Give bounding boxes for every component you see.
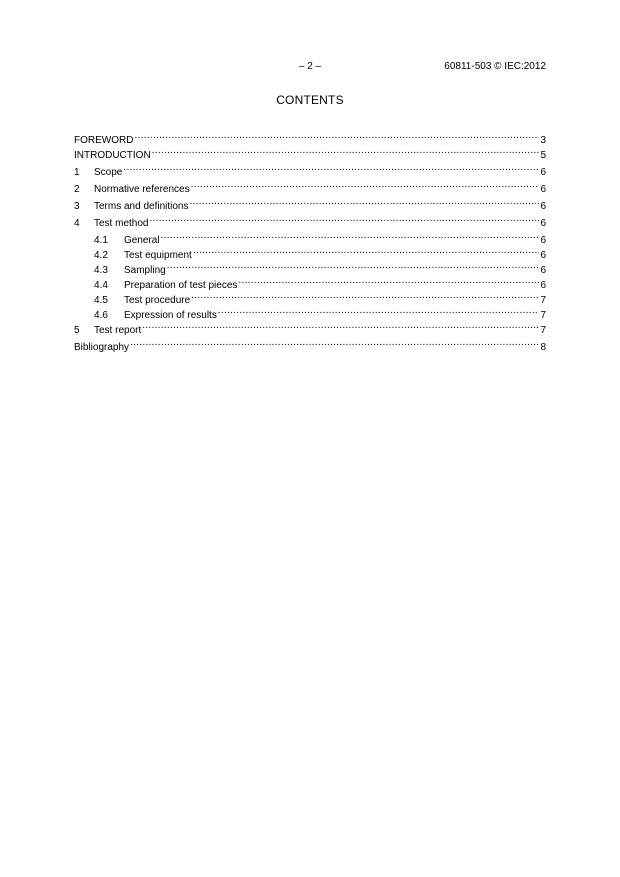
- toc-entry-page: 7: [540, 325, 546, 336]
- document-reference: 60811-503 © IEC:2012: [444, 61, 546, 72]
- toc-entry-number: 5: [74, 325, 80, 336]
- toc-leader-dots: [190, 194, 540, 209]
- toc-entry-scope[interactable]: [74, 160, 546, 177]
- toc-entry-page: 8: [540, 342, 546, 353]
- toc-entry-title: Test equipment: [124, 250, 192, 261]
- toc-entry-number: 4.2: [94, 250, 108, 261]
- toc-entry-number: 1: [74, 167, 80, 178]
- toc-leader-dots: [161, 228, 540, 243]
- toc-entry-title: Bibliography: [74, 342, 130, 353]
- toc-entry-page: 7: [540, 295, 546, 306]
- toc-entry-number: 4.6: [94, 310, 108, 321]
- toc-entry-bibliography[interactable]: [74, 335, 546, 353]
- toc-entry-title: Test procedure: [124, 295, 191, 306]
- toc-entry-number: 4.1: [94, 235, 108, 246]
- toc-entry-title: INTRODUCTION: [74, 150, 151, 161]
- toc-entry-test-report[interactable]: [74, 318, 546, 335]
- toc-leader-dots: [238, 273, 539, 288]
- toc-entry-title: Test report: [94, 325, 142, 336]
- toc-entry-page: 3: [540, 135, 546, 146]
- toc-leader-dots: [123, 160, 539, 175]
- toc-leader-dots: [152, 143, 540, 158]
- toc-entry-number: 4: [74, 218, 80, 229]
- toc-leader-dots: [218, 303, 540, 318]
- toc-leader-dots: [191, 288, 539, 303]
- page-header: [0, 61, 620, 75]
- toc-entry-title: Normative references: [94, 184, 190, 195]
- toc-entry-introduction[interactable]: [74, 143, 546, 160]
- toc-entry-page: 6: [540, 218, 546, 229]
- toc-leader-dots: [134, 128, 539, 143]
- toc-entry-normative-references[interactable]: [74, 177, 546, 194]
- toc-entry-page: 6: [540, 201, 546, 212]
- toc-entry-number: 4.5: [94, 295, 108, 306]
- toc-entry-page: 6: [540, 184, 546, 195]
- toc-entry-title: Terms and definitions: [94, 201, 189, 212]
- toc-leader-dots: [193, 243, 540, 258]
- toc-leader-dots: [142, 318, 539, 333]
- toc-entry-title: Test method: [94, 218, 149, 229]
- toc-leader-dots: [149, 211, 539, 226]
- toc-entry-title: General: [124, 235, 160, 246]
- toc-entry-number: 2: [74, 184, 80, 195]
- toc-entry-number: 3: [74, 201, 80, 212]
- toc-entry-title: Sampling: [124, 265, 166, 276]
- toc-entry-title: FOREWORD: [74, 135, 134, 146]
- toc-entry-page: 6: [540, 235, 546, 246]
- toc-entry-page: 5: [540, 150, 546, 161]
- toc-leader-dots: [167, 258, 540, 273]
- table-of-contents: [74, 128, 546, 353]
- toc-entry-title: Preparation of test pieces: [124, 280, 238, 291]
- toc-entry-page: 6: [540, 250, 546, 261]
- toc-entry-page: 6: [540, 280, 546, 291]
- toc-entry-title: Scope: [94, 167, 123, 178]
- toc-leader-dots: [130, 335, 539, 350]
- toc-entry-number: 4.4: [94, 280, 108, 291]
- toc-entry-number: 4.3: [94, 265, 108, 276]
- toc-entry-title: Expression of results: [124, 310, 217, 321]
- toc-entry-foreword[interactable]: [74, 128, 546, 146]
- contents-title: CONTENTS: [276, 93, 344, 107]
- page-number: – 2 –: [298, 61, 322, 72]
- toc-entry-page: 7: [540, 310, 546, 321]
- toc-entry-page: 6: [540, 265, 546, 276]
- toc-leader-dots: [191, 177, 540, 192]
- toc-entry-page: 6: [540, 167, 546, 178]
